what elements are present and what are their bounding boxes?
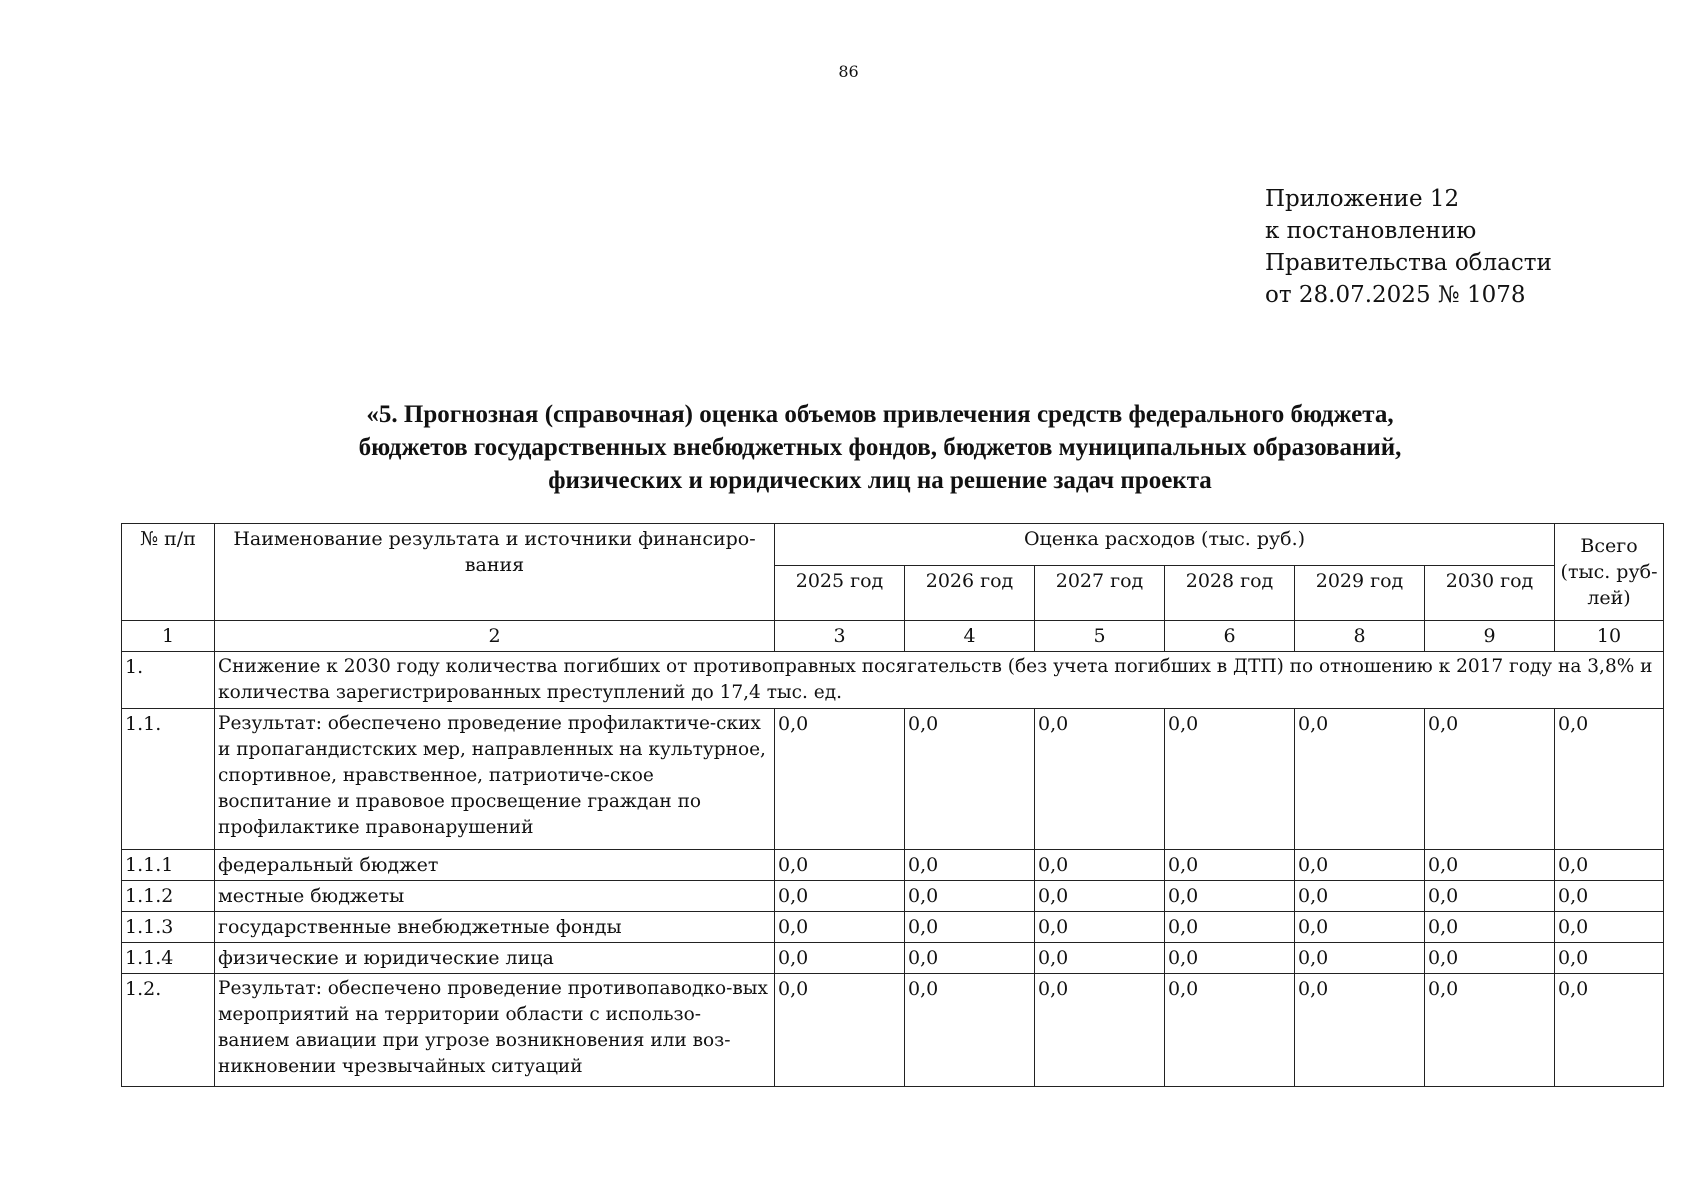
row-name: местные бюджеты — [215, 881, 775, 912]
column-number: 10 — [1555, 621, 1664, 652]
row-value: 0,0 — [1295, 943, 1425, 974]
column-number: 3 — [775, 621, 905, 652]
row-value: 0,0 — [1295, 709, 1425, 850]
column-number: 9 — [1425, 621, 1555, 652]
row-value: 0,0 — [1425, 850, 1555, 881]
table-row — [122, 709, 1664, 850]
appendix-line: к постановлению — [1265, 218, 1477, 244]
appendix-line: Правительства области — [1265, 250, 1552, 276]
appendix-line: от 28.07.2025 № 1078 — [1265, 282, 1526, 308]
header-year: 2029 год — [1295, 566, 1425, 621]
row-value: 0,0 — [1295, 881, 1425, 912]
row-value: 0,0 — [1425, 709, 1555, 850]
column-number: 1 — [122, 621, 215, 652]
row-value: 0,0 — [905, 912, 1035, 943]
row-value: 0,0 — [1555, 974, 1664, 1087]
task-text: Снижение к 2030 году количества погибших от противоправных посягательств (без учета погибших в ДТП) по отношению к 2017 году на 3,8% и количества зарегистрированных преступлений до 17,4 тыс. ед. — [215, 652, 1664, 709]
row-value: 0,0 — [1035, 850, 1165, 881]
row-value: 0,0 — [775, 943, 905, 974]
row-value: 0,0 — [1035, 943, 1165, 974]
row-name: Результат: обеспечено проведение профилактиче-ских и пропагандистских мер, направленных на культурное, спортивное, нравственное, патриотиче-ское воспитание и правовое просвещение граждан по профилактике правонарушений — [215, 709, 775, 850]
row-value: 0,0 — [1425, 974, 1555, 1087]
row-value: 0,0 — [905, 974, 1035, 1087]
column-number: 4 — [905, 621, 1035, 652]
table-row — [122, 881, 1664, 912]
row-value: 0,0 — [775, 974, 905, 1087]
title-line: «5. Прогнозная (справочная) оценка объемов привлечения средств федерального бюджета, — [366, 401, 1394, 428]
title-line: бюджетов государственных внебюджетных фондов, бюджетов муниципальных образований, — [358, 434, 1402, 461]
row-value: 0,0 — [1035, 709, 1165, 850]
row-value: 0,0 — [1165, 850, 1295, 881]
column-number: 8 — [1295, 621, 1425, 652]
column-number: 5 — [1035, 621, 1165, 652]
row-num: 1.1.4 — [122, 943, 215, 974]
table-row — [122, 912, 1664, 943]
column-number: 2 — [215, 621, 775, 652]
row-value: 0,0 — [1165, 881, 1295, 912]
row-value: 0,0 — [1425, 881, 1555, 912]
column-number-row — [122, 621, 1664, 652]
page-number: 86 — [838, 62, 859, 81]
appendix-note — [1265, 183, 1552, 311]
row-value: 0,0 — [775, 881, 905, 912]
row-num: 1.1.2 — [122, 881, 215, 912]
header-row — [122, 524, 1664, 566]
header-total: Всего (тыс. руб-лей) — [1555, 524, 1664, 621]
row-num: 1.2. — [122, 974, 215, 1087]
row-value: 0,0 — [1035, 974, 1165, 1087]
row-value: 0,0 — [775, 709, 905, 850]
row-value: 0,0 — [1425, 943, 1555, 974]
row-num: 1.1.1 — [122, 850, 215, 881]
header-expense-group: Оценка расходов (тыс. руб.) — [775, 524, 1555, 566]
header-num: № п/п — [122, 524, 215, 621]
header-year: 2028 год — [1165, 566, 1295, 621]
column-number: 6 — [1165, 621, 1295, 652]
row-value: 0,0 — [1555, 709, 1664, 850]
row-name: физические и юридические лица — [215, 943, 775, 974]
row-value: 0,0 — [1555, 850, 1664, 881]
row-value: 0,0 — [1425, 912, 1555, 943]
task-row — [122, 652, 1664, 709]
header-year: 2027 год — [1035, 566, 1165, 621]
header-year: 2026 год — [905, 566, 1035, 621]
header-name: Наименование результата и источники финансиро-вания — [215, 524, 775, 621]
funding-table — [121, 523, 1664, 1087]
row-value: 0,0 — [775, 912, 905, 943]
appendix-line: Приложение 12 — [1265, 186, 1460, 212]
row-value: 0,0 — [905, 850, 1035, 881]
row-value: 0,0 — [1555, 912, 1664, 943]
row-name: государственные внебюджетные фонды — [215, 912, 775, 943]
table-row — [122, 943, 1664, 974]
row-value: 0,0 — [1295, 974, 1425, 1087]
row-name: федеральный бюджет — [215, 850, 775, 881]
row-value: 0,0 — [1555, 881, 1664, 912]
row-value: 0,0 — [905, 709, 1035, 850]
row-value: 0,0 — [775, 850, 905, 881]
row-value: 0,0 — [1035, 881, 1165, 912]
document-title — [200, 398, 1560, 497]
table-row — [122, 974, 1664, 1087]
row-value: 0,0 — [1035, 912, 1165, 943]
header-year: 2025 год — [775, 566, 905, 621]
row-num: 1.1.3 — [122, 912, 215, 943]
row-value: 0,0 — [1165, 709, 1295, 850]
row-name: Результат: обеспечено проведение противопаводко-вых мероприятий на территории области с использо-ванием авиации при угрозе возникновения или воз-никновении чрезвычайных ситуаций — [215, 974, 775, 1087]
row-value: 0,0 — [1295, 912, 1425, 943]
row-num: 1. — [122, 652, 215, 709]
row-value: 0,0 — [1165, 943, 1295, 974]
row-num: 1.1. — [122, 709, 215, 850]
row-value: 0,0 — [905, 881, 1035, 912]
row-value: 0,0 — [1555, 943, 1664, 974]
row-value: 0,0 — [1295, 850, 1425, 881]
row-value: 0,0 — [1165, 974, 1295, 1087]
row-value: 0,0 — [905, 943, 1035, 974]
row-value: 0,0 — [1165, 912, 1295, 943]
table-row — [122, 850, 1664, 881]
header-year: 2030 год — [1425, 566, 1555, 621]
title-line: физических и юридических лиц на решение задач проекта — [548, 467, 1212, 494]
